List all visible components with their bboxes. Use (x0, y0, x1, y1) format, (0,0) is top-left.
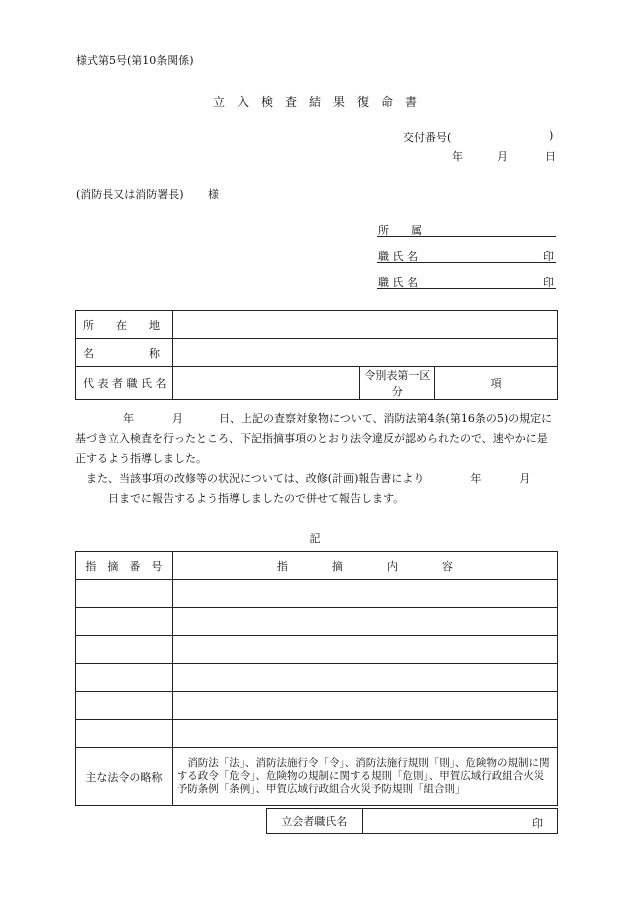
location-field[interactable] (172, 311, 557, 339)
affiliation-label: 所 属 (378, 224, 422, 237)
findings-table (75, 551, 558, 806)
body-para1-text: 、上記の査察対象物について、消防法第4条(第16条の5)の規定に基づき立入検査を行ったところ、下記指摘事項のとおり法令違反が認められたので、速やかに是正するよう指導しました。 (75, 412, 553, 465)
date-month-label: 月 (497, 150, 508, 163)
body-day: 日 (219, 412, 230, 425)
finding-content-cell[interactable] (172, 720, 557, 748)
body-para2-month: 月 (519, 472, 531, 485)
property-table (75, 310, 558, 400)
body-text (75, 409, 557, 509)
finding-number-cell[interactable] (76, 608, 173, 636)
date-day-label: 日 (545, 150, 556, 163)
col-content-header: 指 摘 内 容 (172, 552, 557, 580)
finding-number-cell[interactable] (76, 580, 173, 608)
officer1-underline (377, 262, 556, 263)
witness-table (266, 808, 558, 834)
issue-number-close: ) (549, 129, 554, 142)
addressee-honorific: 様 (208, 188, 219, 201)
body-para2-year: 年 (470, 472, 482, 485)
finding-content-cell[interactable] (172, 692, 557, 720)
date-year-label: 年 (452, 150, 463, 163)
officer1-seal: 印 (543, 250, 554, 263)
officer2-seal: 印 (543, 276, 554, 289)
witness-label: 立会者職氏名 (267, 809, 363, 834)
body-year: 年 (123, 412, 134, 425)
table-row (76, 692, 558, 720)
page-title: 立 入 検 査 結 果 復 命 書 (212, 95, 417, 109)
finding-number-cell[interactable] (76, 720, 173, 748)
category-field[interactable] (435, 367, 558, 400)
abbreviations-text: 消防法「法」、消防法施行令「令」、消防法施行規則「則」、危険物の規制に関する政令「危令」、危険物の規制に関する規則「危則」、甲賀広域行政組合火災予防条例「条例」、甲賀広域行政組合火災予防規則「組合則」 (172, 748, 557, 806)
body-month: 月 (172, 412, 183, 425)
finding-number-cell[interactable] (76, 636, 173, 664)
finding-content-cell[interactable] (172, 636, 557, 664)
table-row (76, 636, 558, 664)
table-row (76, 720, 558, 748)
table-row (76, 664, 558, 692)
name-label: 名 称 (76, 339, 173, 367)
officer2-label: 職 氏 名 (378, 276, 418, 289)
category-unit: 項 (490, 377, 502, 390)
finding-content-cell[interactable] (172, 664, 557, 692)
body-paragraph-1 (75, 409, 557, 469)
representative-label: 代 表 者 職 氏 名 (76, 367, 173, 400)
body-para2-tail: 日までに報告するよう指導しましたので併せて報告します。 (108, 492, 405, 505)
body-paragraph-2 (75, 469, 557, 509)
category-label: 令別表第一区分 (360, 367, 435, 400)
col-number-header: 指 摘 番 号 (76, 552, 173, 580)
witness-field[interactable] (362, 809, 557, 834)
form-number: 様式第5号(第10条関係) (76, 54, 194, 67)
witness-seal: 印 (532, 817, 543, 830)
officer2-underline (377, 288, 556, 289)
finding-content-cell[interactable] (172, 580, 557, 608)
representative-field[interactable] (172, 367, 360, 400)
table-row (76, 580, 558, 608)
affiliation-underline (377, 236, 556, 237)
finding-number-cell[interactable] (76, 664, 173, 692)
table-row (76, 608, 558, 636)
finding-content-cell[interactable] (172, 608, 557, 636)
ki-heading: 記 (309, 532, 321, 545)
addressee-name: (消防長又は消防署長) (76, 188, 184, 201)
name-field[interactable] (172, 339, 557, 367)
officer1-label: 職 氏 名 (378, 250, 418, 263)
finding-number-cell[interactable] (76, 692, 173, 720)
location-label: 所 在 地 (76, 311, 173, 339)
body-para2-head: また、当該事項の改修等の状況については、改修(計画)報告書により (86, 472, 425, 485)
abbreviations-label: 主な法令の略称 (76, 748, 173, 806)
issue-number-label: 交付番号( (403, 131, 452, 144)
